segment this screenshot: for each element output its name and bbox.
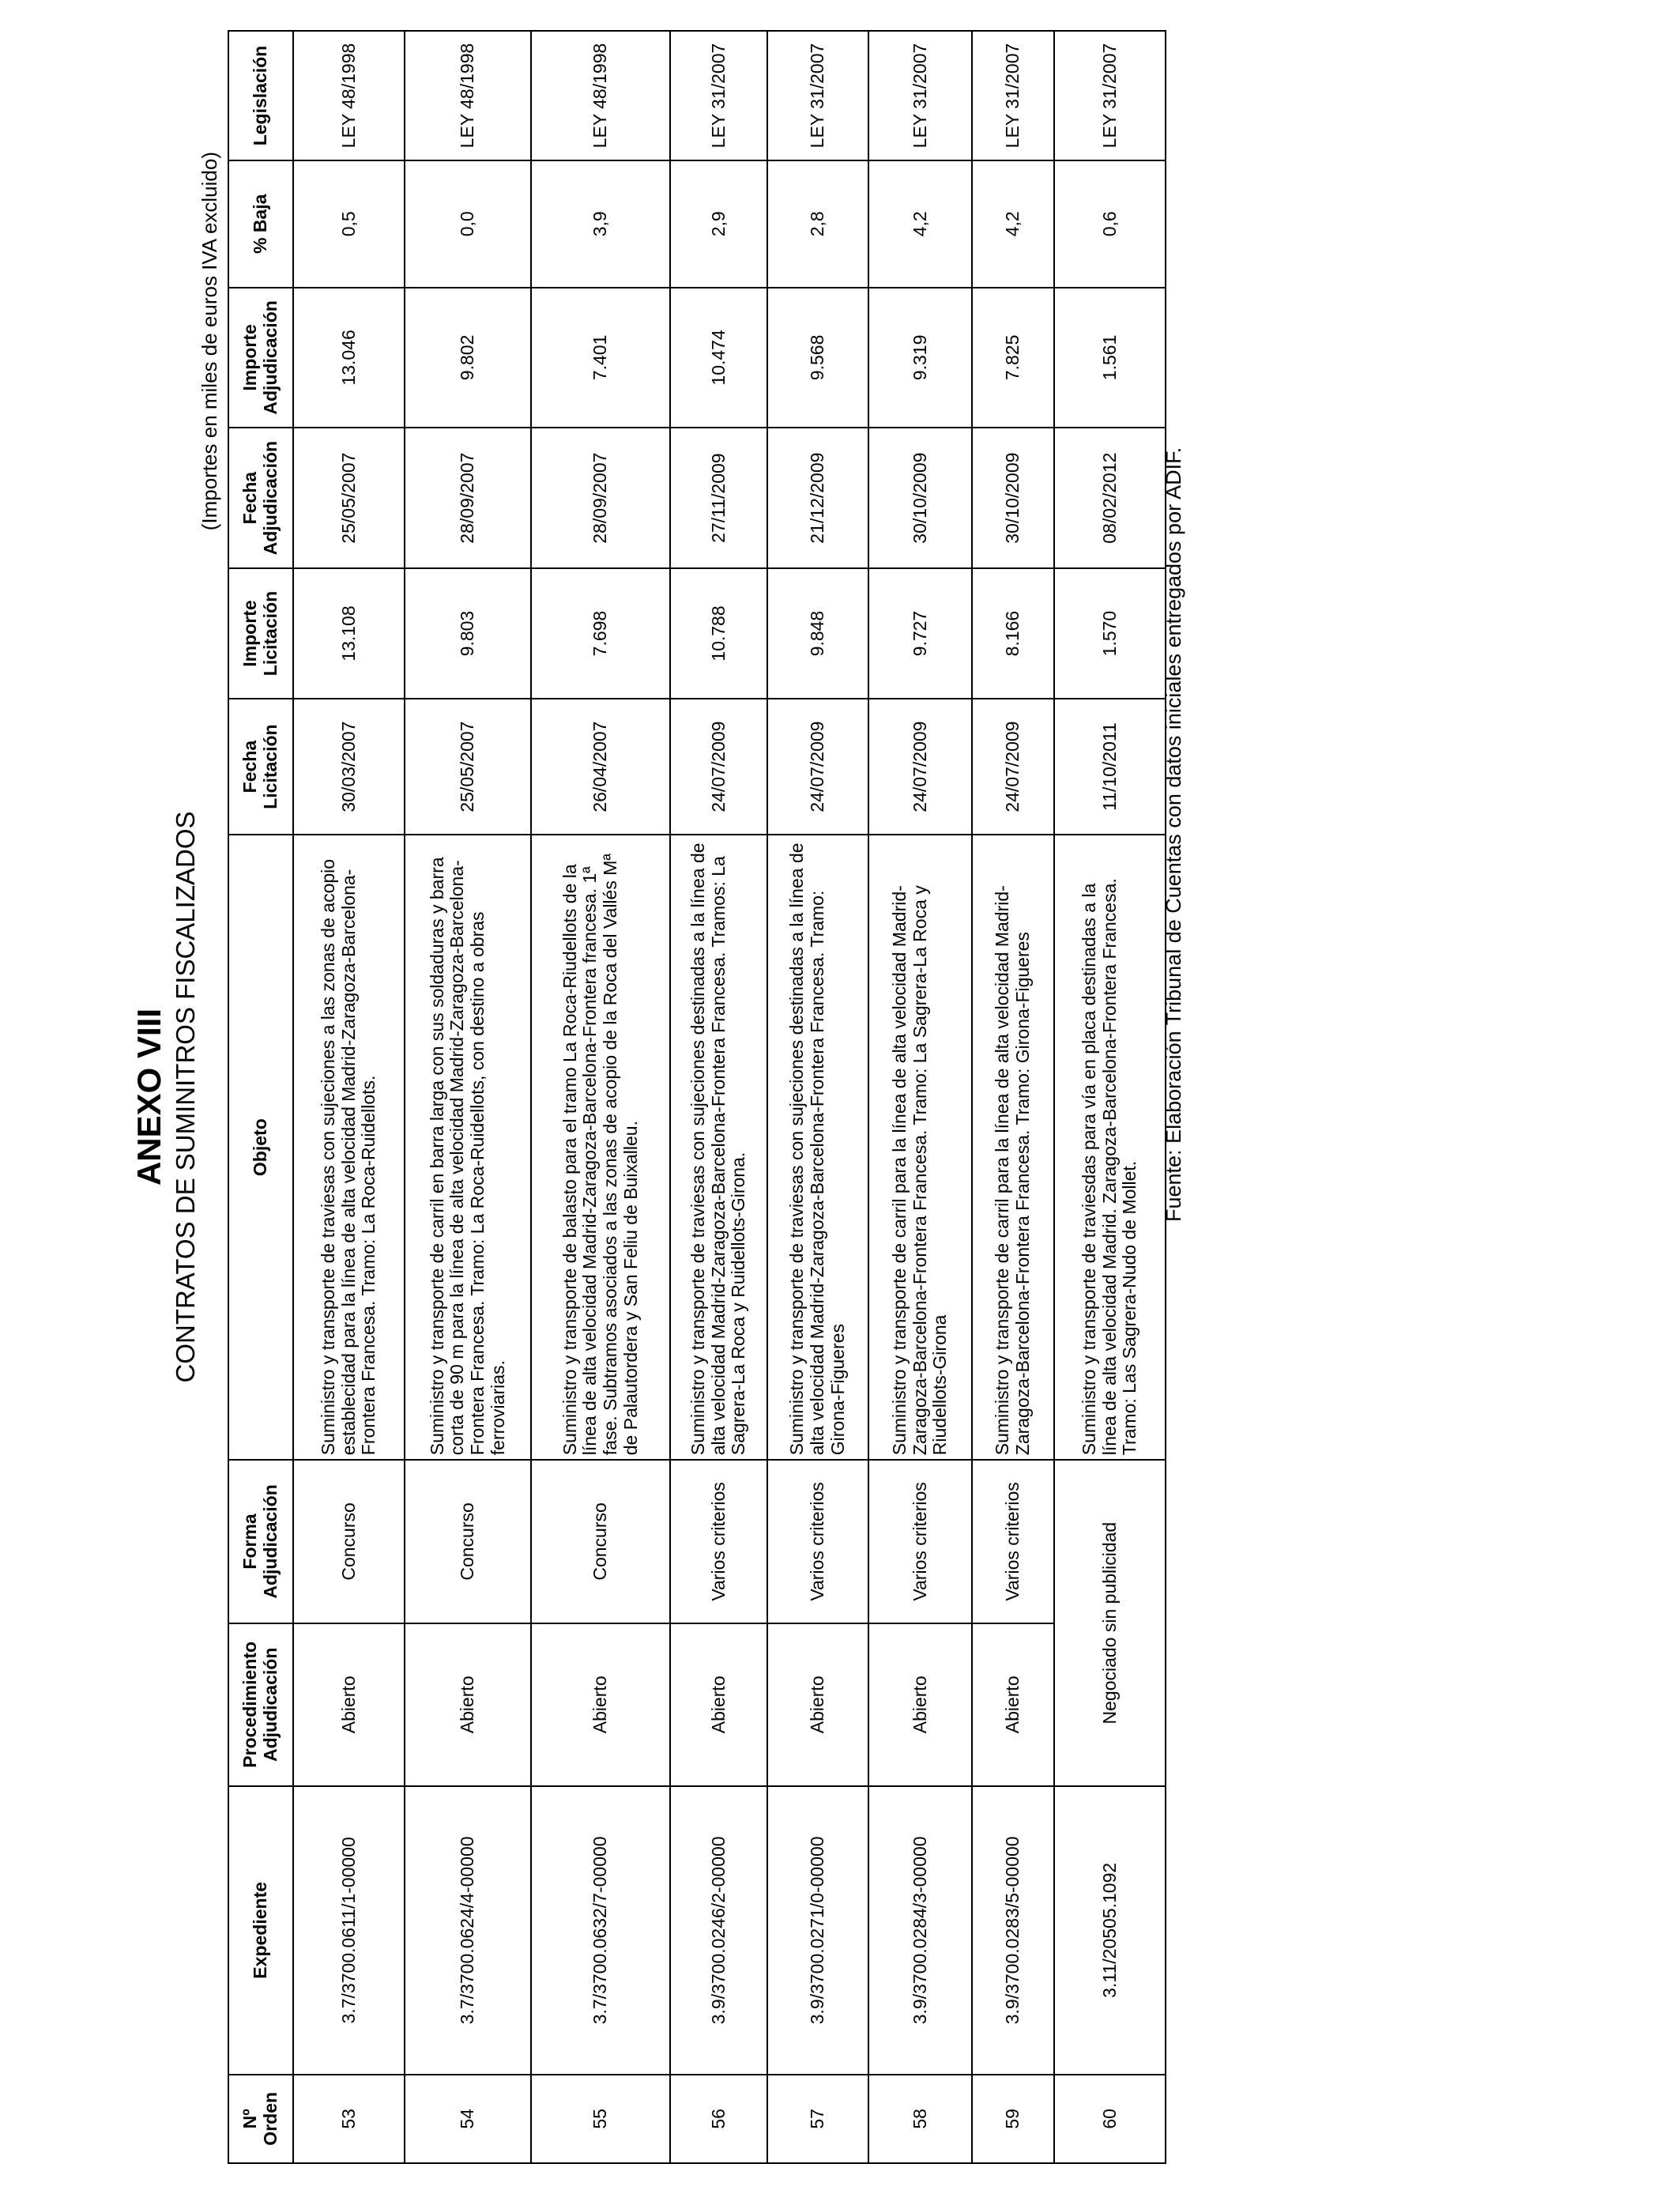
cell-forma: Varios criterios bbox=[767, 1460, 868, 1623]
cell-legislacion: LEY 31/2007 bbox=[1054, 31, 1166, 160]
cell-forma: Varios criterios bbox=[972, 1460, 1054, 1623]
cell-objeto: Suministro y transporte de traviesas con sujeciones destinadas a la línea de alta velocidad Madrid-Zaragoza-Barcelona-Frontera Francesa. Tramos: La Sagrera-La Roca y Ruidellots-Girona. bbox=[670, 835, 767, 1460]
cell-forma: Concurso bbox=[531, 1460, 670, 1623]
table-row bbox=[1054, 31, 1166, 2163]
cell-importe-licitacion: 13.108 bbox=[293, 568, 405, 699]
cell-expediente: 3.9/3700.0284/3-00000 bbox=[868, 1786, 972, 2075]
cell-importe-licitacion: 8.166 bbox=[972, 568, 1054, 699]
cell-expediente: 3.7/3700.0624/4-00000 bbox=[405, 1786, 531, 2075]
cell-importe-adjudicacion: 13.046 bbox=[293, 288, 405, 428]
cell-fecha-adjudicacion: 27/11/2009 bbox=[670, 428, 767, 568]
cell-procedimiento: Abierto bbox=[767, 1623, 868, 1786]
cell-procedimiento: Abierto bbox=[405, 1623, 531, 1786]
cell-importe-licitacion: 7.698 bbox=[531, 568, 670, 699]
cell-orden: 56 bbox=[670, 2075, 767, 2163]
cell-expediente: 3.11/20505.1092 bbox=[1054, 1786, 1166, 2075]
table-row bbox=[670, 31, 767, 2163]
cell-baja: 4,2 bbox=[868, 160, 972, 288]
table-row bbox=[405, 31, 531, 2163]
cell-objeto: Suministro y transporte de traviesdas para vía en placa destinadas a la línea de alta velocidad Madrid. Zaragoza-Barcelona-Frontera Francesa. Tramo: Las Sagrera-Nudo de Mollet. bbox=[1054, 835, 1166, 1460]
cell-procedimiento: Abierto bbox=[972, 1623, 1054, 1786]
cell-orden: 58 bbox=[868, 2075, 972, 2163]
cell-baja: 2,9 bbox=[670, 160, 767, 288]
cell-baja: 0,0 bbox=[405, 160, 531, 288]
table-row bbox=[767, 31, 868, 2163]
cell-forma: Concurso bbox=[405, 1460, 531, 1623]
cell-legislacion: LEY 48/1998 bbox=[405, 31, 531, 160]
table-row bbox=[293, 31, 405, 2163]
page-title: ANEXO VIII bbox=[130, 1008, 168, 1186]
cell-fecha-adjudicacion: 08/02/2012 bbox=[1054, 428, 1166, 568]
table-row bbox=[972, 31, 1054, 2163]
source-note: Fuente: Elaboración Tribunal de Cuentas con datos iniciales entregados por ADIF. bbox=[1162, 447, 1185, 1222]
cell-importe-licitacion: 9.848 bbox=[767, 568, 868, 699]
cell-importe-adjudicacion: 9.802 bbox=[405, 288, 531, 428]
units-note: (Importes en miles de euros IVA excluido) bbox=[198, 152, 221, 531]
col-header-procedimiento: Procedimiento Adjudicación bbox=[228, 1623, 293, 1786]
col-header-objeto: Objeto bbox=[228, 835, 293, 1460]
cell-fecha-licitacion: 24/07/2009 bbox=[972, 699, 1054, 835]
cell-fecha-adjudicacion: 28/09/2007 bbox=[405, 428, 531, 568]
cell-importe-adjudicacion: 7.825 bbox=[972, 288, 1054, 428]
cell-legislacion: LEY 31/2007 bbox=[670, 31, 767, 160]
cell-orden: 57 bbox=[767, 2075, 868, 2163]
cell-importe-adjudicacion: 9.319 bbox=[868, 288, 972, 428]
cell-importe-adjudicacion: 10.474 bbox=[670, 288, 767, 428]
cell-baja: 3,9 bbox=[531, 160, 670, 288]
cell-objeto: Suministro y transporte de balasto para el tramo La Roca-Riudellots de la línea de alta velocidad Madrid-Zaragoza-Barcelona-Frontera francesa. 1ª fase. Subtramos asociados a las zonas de acopio de la Roca del Vallés Mª de Palautordera y San Feliu de Buixalleu. bbox=[531, 835, 670, 1460]
cell-fecha-licitacion: 24/07/2009 bbox=[670, 699, 767, 835]
cell-procedimiento: Abierto bbox=[670, 1623, 767, 1786]
cell-importe-adjudicacion: 9.568 bbox=[767, 288, 868, 428]
cell-orden: 53 bbox=[293, 2075, 405, 2163]
cell-fecha-adjudicacion: 30/10/2009 bbox=[868, 428, 972, 568]
cell-forma: Varios criterios bbox=[868, 1460, 972, 1623]
cell-baja: 0,5 bbox=[293, 160, 405, 288]
cell-orden: 55 bbox=[531, 2075, 670, 2163]
col-header-orden: Nº Orden bbox=[228, 2075, 293, 2163]
cell-expediente: 3.7/3700.0632/7-00000 bbox=[531, 1786, 670, 2075]
cell-legislacion: LEY 31/2007 bbox=[767, 31, 868, 160]
cell-objeto: Suministro y transporte de traviesas con sujeciones a las zonas de acopio establecidad para la línea de alta velocidad Madrid-Zaragoza-Barcelona-Frontera Francesa. Tramo: La Roca-Ruidellots. bbox=[293, 835, 405, 1460]
cell-orden: 54 bbox=[405, 2075, 531, 2163]
cell-importe-licitacion: 1.570 bbox=[1054, 568, 1166, 699]
table-row bbox=[868, 31, 972, 2163]
cell-importe-licitacion: 9.727 bbox=[868, 568, 972, 699]
cell-procedimiento: Abierto bbox=[293, 1623, 405, 1786]
page-subtitle: CONTRATOS DE SUMINITROS FISCALIZADOS bbox=[171, 811, 200, 1383]
cell-objeto: Suministro y transporte de carril en barra larga con sus soldaduras y barra corta de 90 m para la línea de alta velocidad Madrid-Zaragoza-Barcelona-Frontera Francesa. Tramo: La Roca-Ruidellots, con destino a obras ferroviarias. bbox=[405, 835, 531, 1460]
cell-objeto: Suministro y transporte de carril para la línea de alta velocidad Madrid-Zaragoza-Barcelona-Frontera Francesa. Tramo: La Sagrera-La Roca y Riudellots-Girona bbox=[868, 835, 972, 1460]
col-header-baja: % Baja bbox=[228, 160, 293, 288]
cell-legislacion: LEY 31/2007 bbox=[868, 31, 972, 160]
cell-objeto: Suministro y transporte de carril para la línea de alta velocidad Madrid-Zaragoza-Barcelona-Frontera Francesa. Tramo: Girona-Figueres bbox=[972, 835, 1054, 1460]
col-header-forma: Forma Adjudicación bbox=[228, 1460, 293, 1623]
contracts-table bbox=[228, 30, 1166, 2164]
cell-fecha-licitacion: 26/04/2007 bbox=[531, 699, 670, 835]
cell-fecha-licitacion: 11/10/2011 bbox=[1054, 699, 1166, 835]
cell-baja: 4,2 bbox=[972, 160, 1054, 288]
cell-procedimiento: Abierto bbox=[868, 1623, 972, 1786]
cell-expediente: 3.9/3700.0246/2-00000 bbox=[670, 1786, 767, 2075]
col-header-fecha-licitacion: Fecha Licitación bbox=[228, 699, 293, 835]
cell-baja: 0,6 bbox=[1054, 160, 1166, 288]
cell-fecha-licitacion: 24/07/2009 bbox=[868, 699, 972, 835]
cell-forma: Varios criterios bbox=[670, 1460, 767, 1623]
cell-expediente: 3.9/3700.0271/0-00000 bbox=[767, 1786, 868, 2075]
cell-expediente: 3.7/3700.0611/1-00000 bbox=[293, 1786, 405, 2075]
table-row bbox=[531, 31, 670, 2163]
col-header-importe-adjudicacion: Importe Adjudicación bbox=[228, 288, 293, 428]
cell-importe-licitacion: 10.788 bbox=[670, 568, 767, 699]
cell-fecha-licitacion: 24/07/2009 bbox=[767, 699, 868, 835]
cell-fecha-adjudicacion: 25/05/2007 bbox=[293, 428, 405, 568]
cell-fecha-adjudicacion: 28/09/2007 bbox=[531, 428, 670, 568]
cell-legislacion: LEY 31/2007 bbox=[972, 31, 1054, 160]
cell-importe-adjudicacion: 7.401 bbox=[531, 288, 670, 428]
cell-fecha-adjudicacion: 21/12/2009 bbox=[767, 428, 868, 568]
cell-orden: 60 bbox=[1054, 2075, 1166, 2163]
cell-expediente: 3.9/3700.0283/5-00000 bbox=[972, 1786, 1054, 2075]
cell-fecha-adjudicacion: 30/10/2009 bbox=[972, 428, 1054, 568]
table-header-row bbox=[228, 31, 293, 2163]
cell-importe-adjudicacion: 1.561 bbox=[1054, 288, 1166, 428]
cell-baja: 2,8 bbox=[767, 160, 868, 288]
col-header-importe-licitacion: Importe Licitación bbox=[228, 568, 293, 699]
cell-forma: Concurso bbox=[293, 1460, 405, 1623]
cell-fecha-licitacion: 30/03/2007 bbox=[293, 699, 405, 835]
cell-procedimiento: Abierto bbox=[531, 1623, 670, 1786]
cell-legislacion: LEY 48/1998 bbox=[293, 31, 405, 160]
col-header-fecha-adjudicacion: Fecha Adjudicación bbox=[228, 428, 293, 568]
col-header-expediente: Expediente bbox=[228, 1786, 293, 2075]
cell-procedimiento: Negociado sin publicidad bbox=[1054, 1460, 1166, 1786]
cell-objeto: Suministro y transporte de traviesas con sujeciones destinadas a la línea de alta velocidad Madrid-Zaragoza-Barcelona-Frontera Francesa. Tramo: Girona-Figueres bbox=[767, 835, 868, 1460]
cell-legislacion: LEY 48/1998 bbox=[531, 31, 670, 160]
col-header-legislacion: Legislación bbox=[228, 31, 293, 160]
cell-importe-licitacion: 9.803 bbox=[405, 568, 531, 699]
cell-orden: 59 bbox=[972, 2075, 1054, 2163]
cell-fecha-licitacion: 25/05/2007 bbox=[405, 699, 531, 835]
